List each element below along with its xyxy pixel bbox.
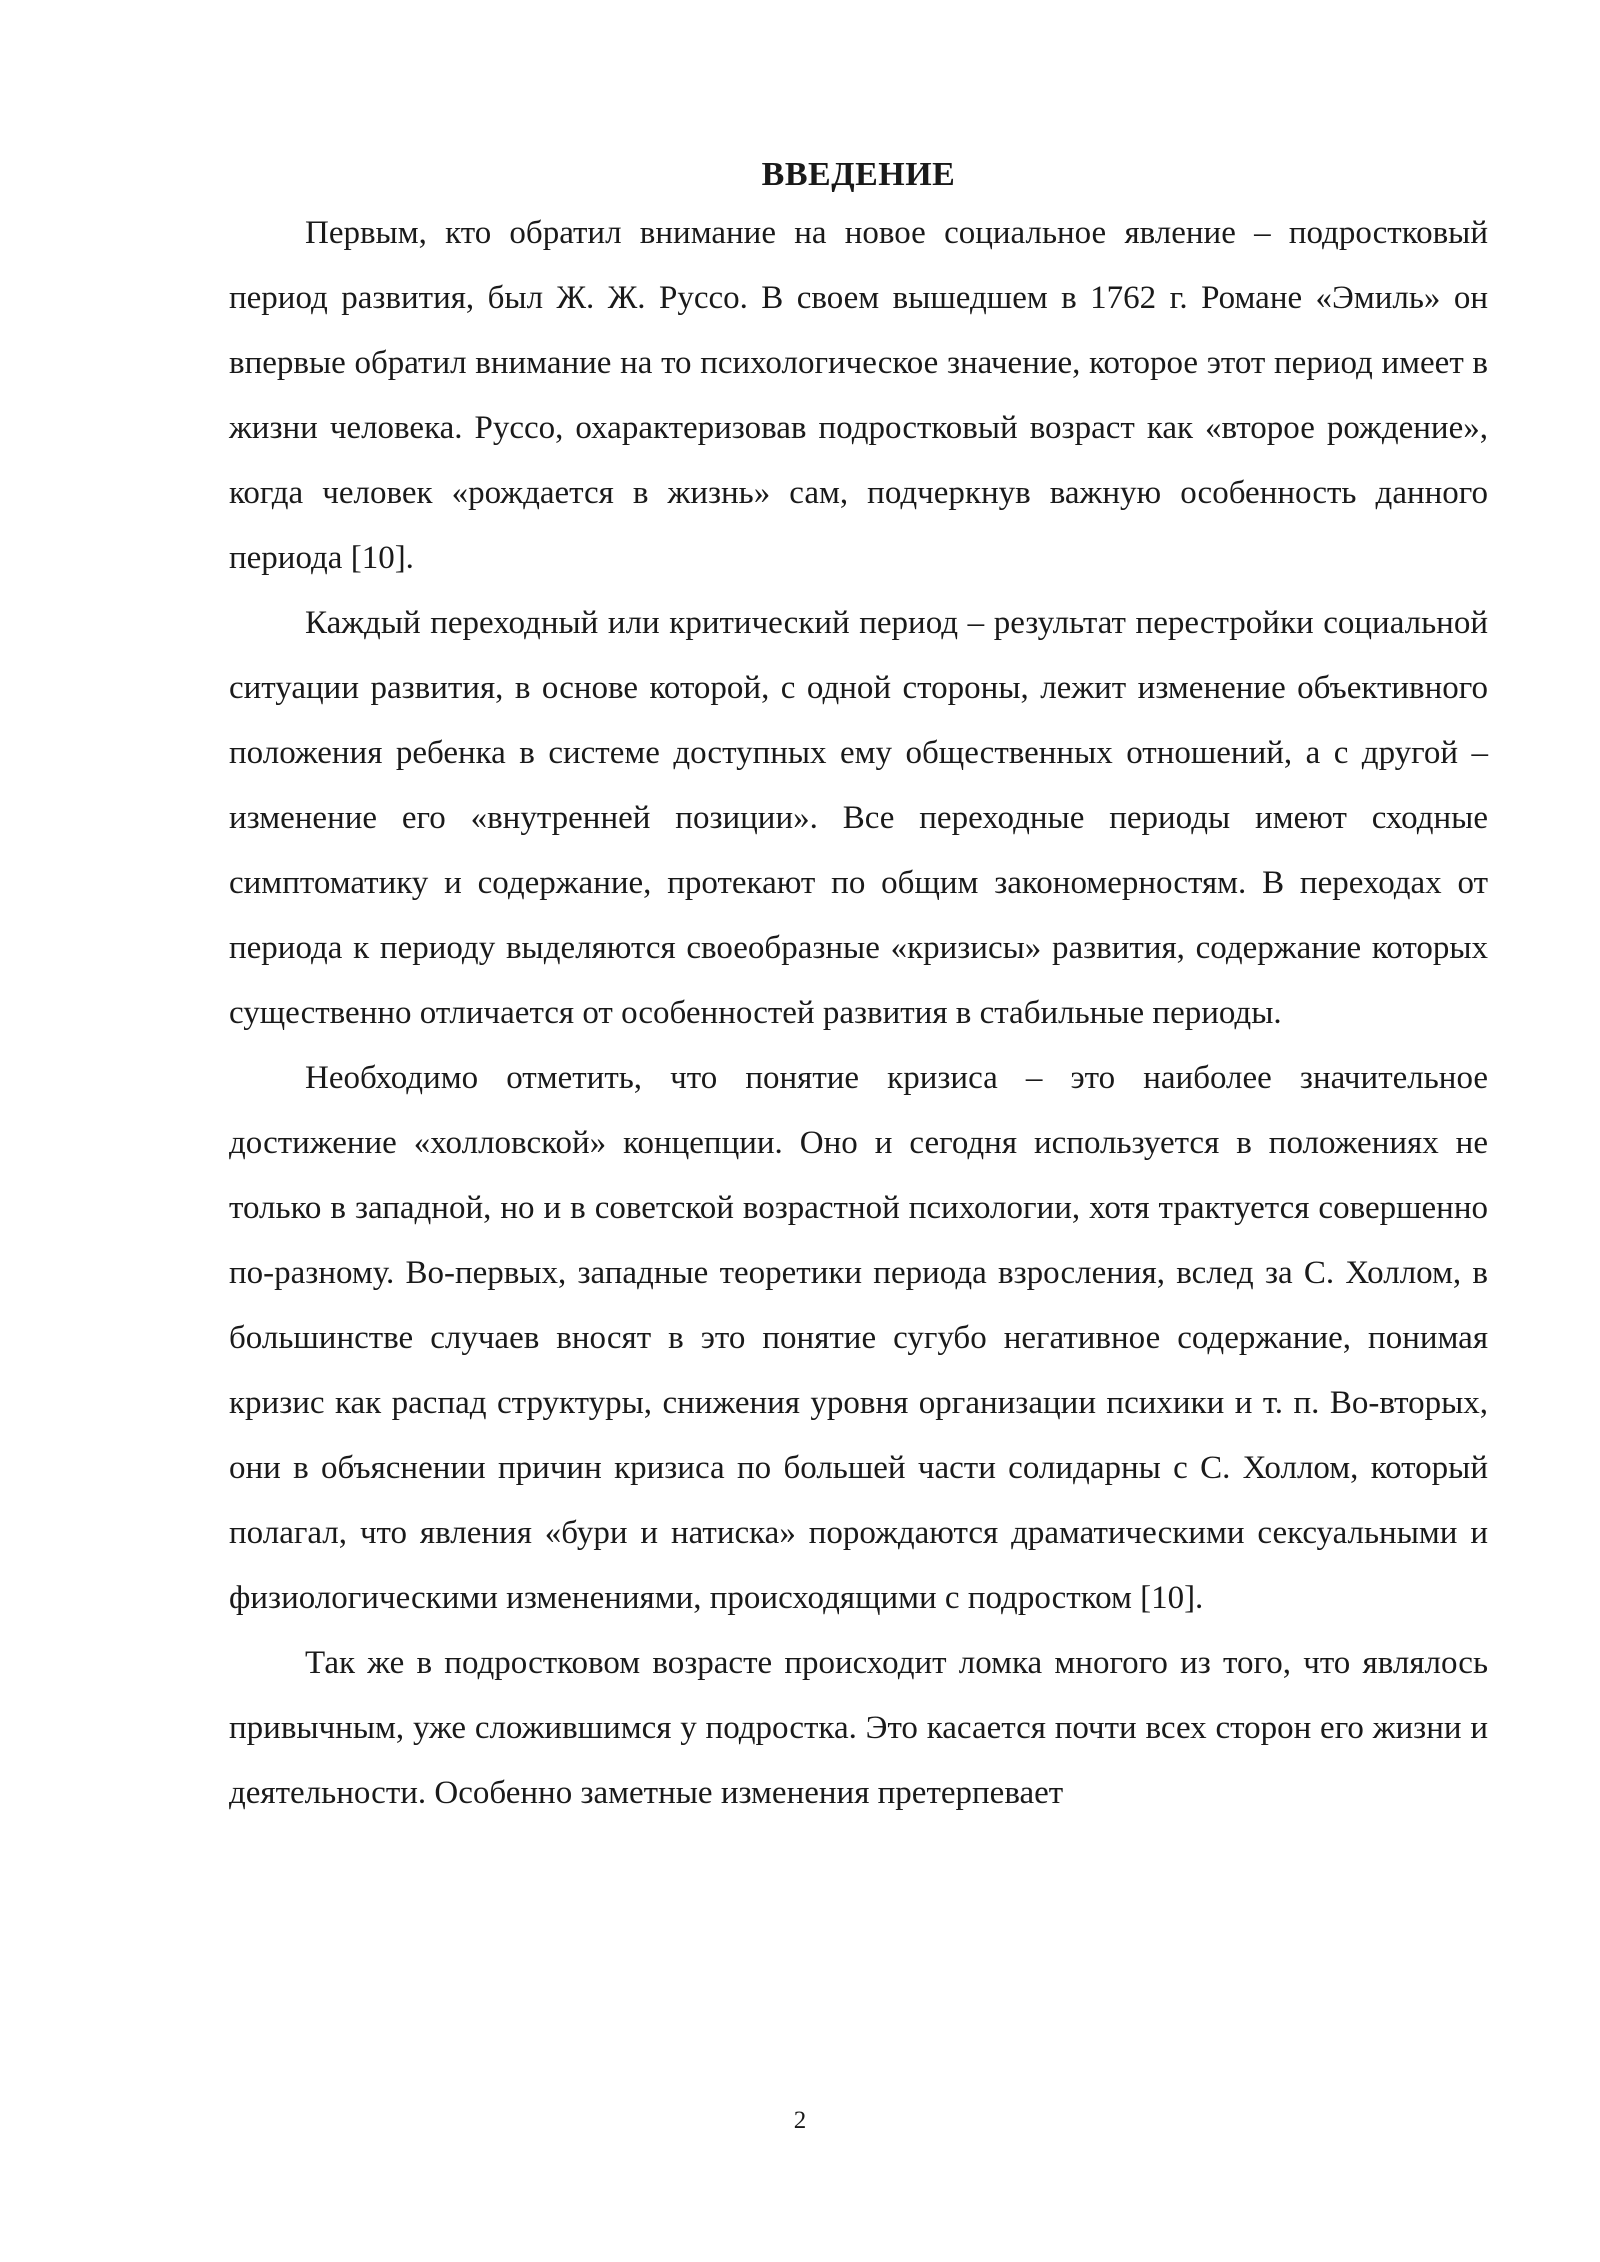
section-heading: ВВЕДЕНИЕ — [761, 156, 956, 193]
paragraph-rousseau: Первым, кто обратил внимание на новое социальное явление – подростковый период развития, был Ж. Ж. Руссо. В своем вышедшем в 1762 г. Романе «Эмиль» он впервые обратил внимание на то психологическое значение, которое этот период имеет в жизни человека. Руссо, охарактеризовав подростковый возраст как «второе рождение», когда человек «рождается в жизнь» сам, подчеркнув важную особенность данного периода [10]. — [229, 215, 1488, 576]
page-content — [229, 150, 1488, 1826]
paragraph-transitional-periods: Каждый переходный или критический период – результат перестройки социальной ситуации развития, в основе которой, с одной стороны, лежит изменение объективного положения ребенка в системе доступных ему общественных отношений, а с другой – изменение его «внутренней позиции». Все переходные периоды имеют сходные симптоматику и содержание, протекают по общим закономерностям. В переходах от периода к периоду выделяются своеобразные «кризисы» развития, содержание которых существенно отличается от особенностей развития в стабильные периоды. — [229, 605, 1488, 1031]
page-number: 2 — [793, 2107, 807, 2134]
paragraph-crisis-concept: Необходимо отметить, что понятие кризиса – это наиболее значительное достижение «холловской» концепции. Оно и сегодня используется в положениях не только в западной, но и в советской возрастной психологии, хотя трактуется совершенно по-разному. Во-первых, западные теоретики периода взросления, вслед за С. Холлом, в большинстве случаев вносят в это понятие сугубо негативное содержание, понимая кризис как распад структуры, снижения уровня организации психики и т. п. Во-вторых, они в объяснении причин кризиса по большей части солидарны с С. Холлом, который полагал, что явления «бури и натиска» порождаются драматическими сексуальными и физиологическими изменениями, происходящими с подростком [10]. — [229, 1060, 1488, 1616]
paragraph-adolescent-changes: Так же в подростковом возрасте происходит ломка многого из того, что являлось привычным, уже сложившимся у подростка. Это касается почти всех сторон его жизни и деятельности. Особенно заметные изменения претерпевает — [229, 1645, 1488, 1811]
